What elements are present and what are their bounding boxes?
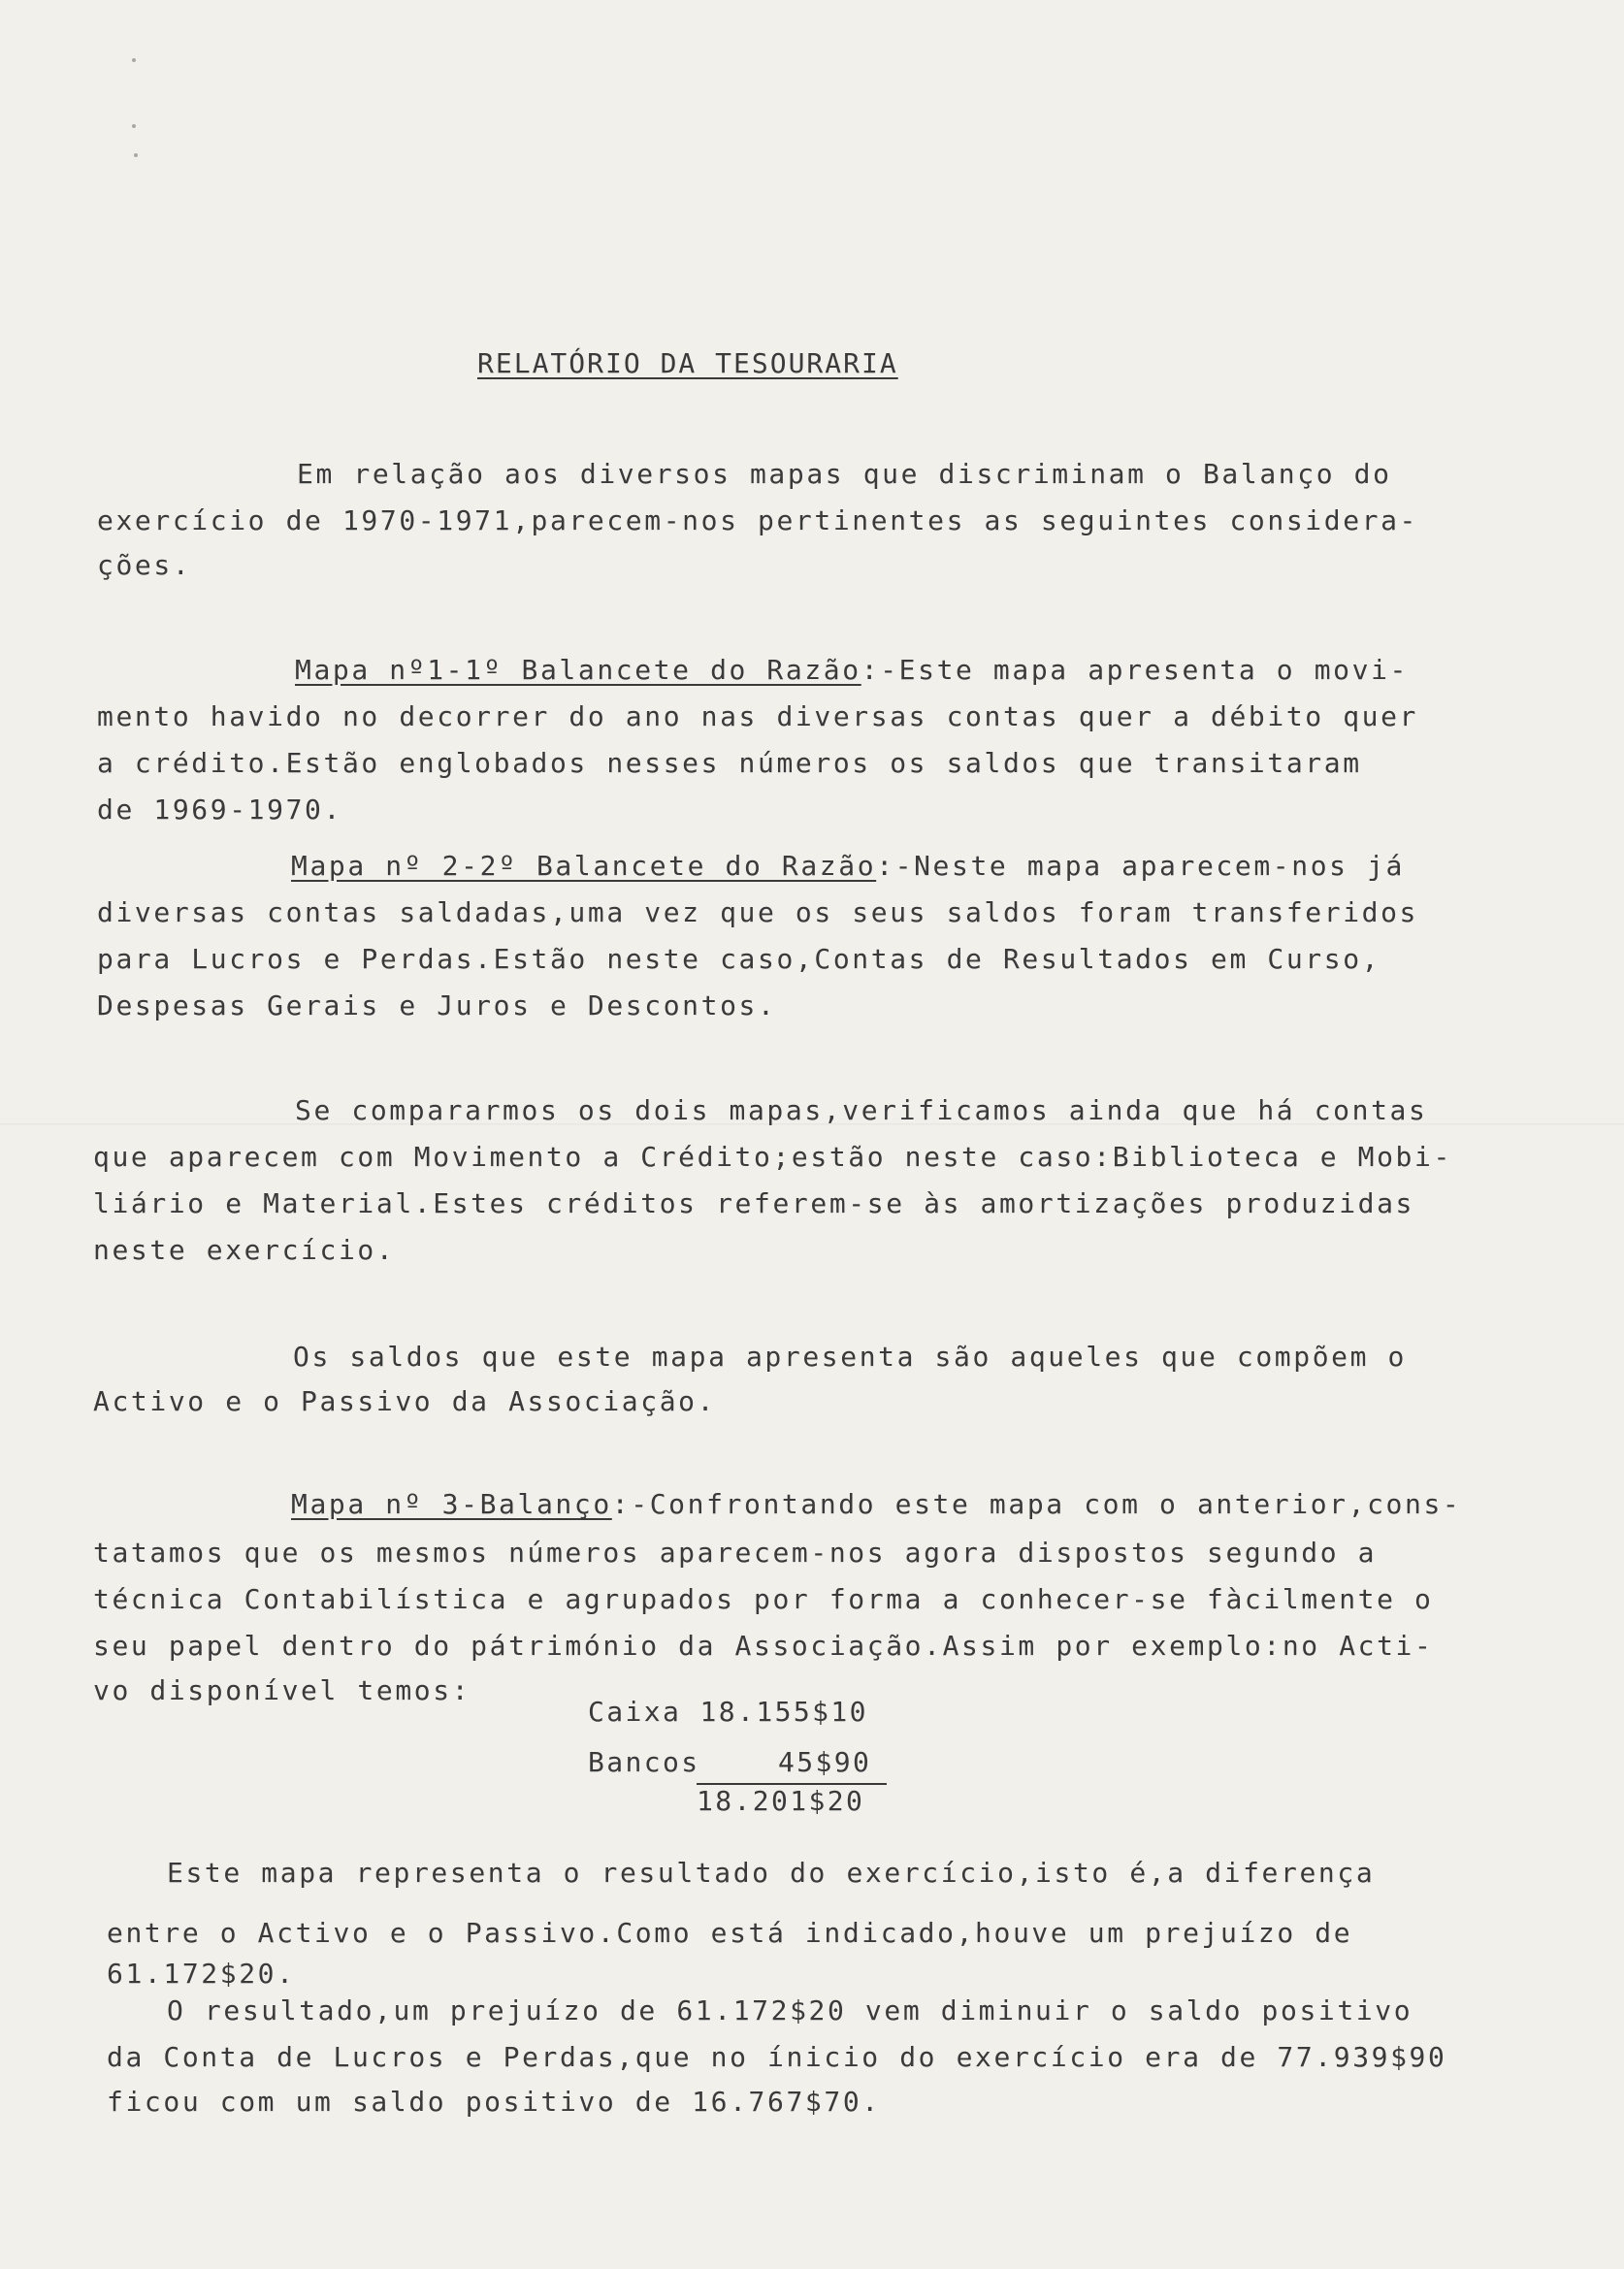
mapa1-heading: Mapa nº1-1º Balancete do Razão <box>295 654 861 686</box>
mapa1-text: :-Este mapa apresenta o movi- <box>861 654 1409 686</box>
resultado-line-2: entre o Activo e o Passivo.Como está indicado,houve um prejuízo de <box>107 1917 1353 1949</box>
intro-line-3: ções. <box>97 549 192 581</box>
mapa2-text: :-Neste mapa aparecem-nos já <box>876 850 1405 882</box>
mapa3-line-3: técnica Contabilística e agrupados por forma a conhecer-se fàcilmente o <box>93 1583 1434 1615</box>
mapa2-heading: Mapa nº 2-2º Balancete do Razão <box>291 850 877 882</box>
mapa1-line-2: mento havido no decorrer do ano nas diversas contas quer a débito quer <box>97 700 1419 732</box>
comparacao-line-2: que aparecem com Movimento a Crédito;estão neste caso:Biblioteca e Mobi- <box>93 1141 1452 1173</box>
saldos-line-1: Os saldos que este mapa apresenta são aqueles que compõem o <box>293 1341 1407 1373</box>
mapa3-line-5: vo disponível temos: <box>93 1674 471 1706</box>
mapa2-line-4: Despesas Gerais e Juros e Descontos. <box>97 989 777 1021</box>
mapa1-line-3: a crédito.Estão englobados nesses números os saldos que transitaram <box>97 747 1362 779</box>
mapa1-first-line <box>295 654 1409 687</box>
mapa1-line-4: de 1969-1970. <box>97 794 342 826</box>
mapa3-heading: Mapa nº 3-Balanço <box>291 1488 612 1520</box>
comparacao-line-3: liário e Material.Estes créditos referem-se às amortizações produzidas <box>93 1187 1415 1219</box>
paper-speck <box>134 153 138 157</box>
mapa3-line-4: seu papel dentro do pátrimónio da Associação.Assim por exemplo:no Acti- <box>93 1630 1434 1662</box>
saldo-final-line-2: da Conta de Lucros e Perdas,que no ínicio do exercício era de 77.939$90 <box>107 2041 1447 2073</box>
mapa2-line-3: para Lucros e Perdas.Estão neste caso,Contas de Resultados em Curso, <box>97 943 1381 975</box>
mapa2-line-2: diversas contas saldadas,uma vez que os seus saldos foram transferidos <box>97 896 1419 928</box>
intro-line-1: Em relação aos diversos mapas que discriminam o Balanço do <box>297 458 1392 490</box>
comparacao-line-4: neste exercício. <box>93 1234 396 1266</box>
mapa2-first-line <box>291 850 1405 883</box>
mapa3-first-line <box>291 1488 1461 1521</box>
caixa-value: Caixa 18.155$10 <box>588 1696 868 1728</box>
mapa3-line-2: tatamos que os mesmos números aparecem-nos agora dispostos segundo a <box>93 1537 1378 1569</box>
saldos-line-2: Activo e o Passivo da Associação. <box>93 1385 717 1417</box>
page-title: RELATÓRIO DA TESOURARIA <box>477 347 898 379</box>
paper-speck <box>132 124 136 128</box>
comparacao-line-1: Se compararmos os dois mapas,verificamos ainda que há contas <box>295 1094 1428 1126</box>
paper-speck <box>132 58 136 62</box>
resultado-line-1: Este mapa representa o resultado do exercício,isto é,a diferença <box>167 1857 1376 1889</box>
saldo-final-line-1: O resultado,um prejuízo de 61.172$20 vem diminuir o saldo positivo <box>167 1994 1413 2026</box>
total-value: 18.201$20 <box>697 1785 865 1817</box>
resultado-line-3: 61.172$20. <box>107 1958 296 1990</box>
intro-line-2: exercício de 1970-1971,parecem-nos pertinentes as seguintes considera- <box>97 504 1419 536</box>
saldo-final-line-3: ficou com um saldo positivo de 16.767$70. <box>107 2086 881 2118</box>
bancos-value: 45$90 <box>778 1746 872 1778</box>
bancos-label: Bancos <box>588 1746 700 1778</box>
mapa3-text: :-Confrontando este mapa com o anterior,cons- <box>611 1488 1462 1520</box>
